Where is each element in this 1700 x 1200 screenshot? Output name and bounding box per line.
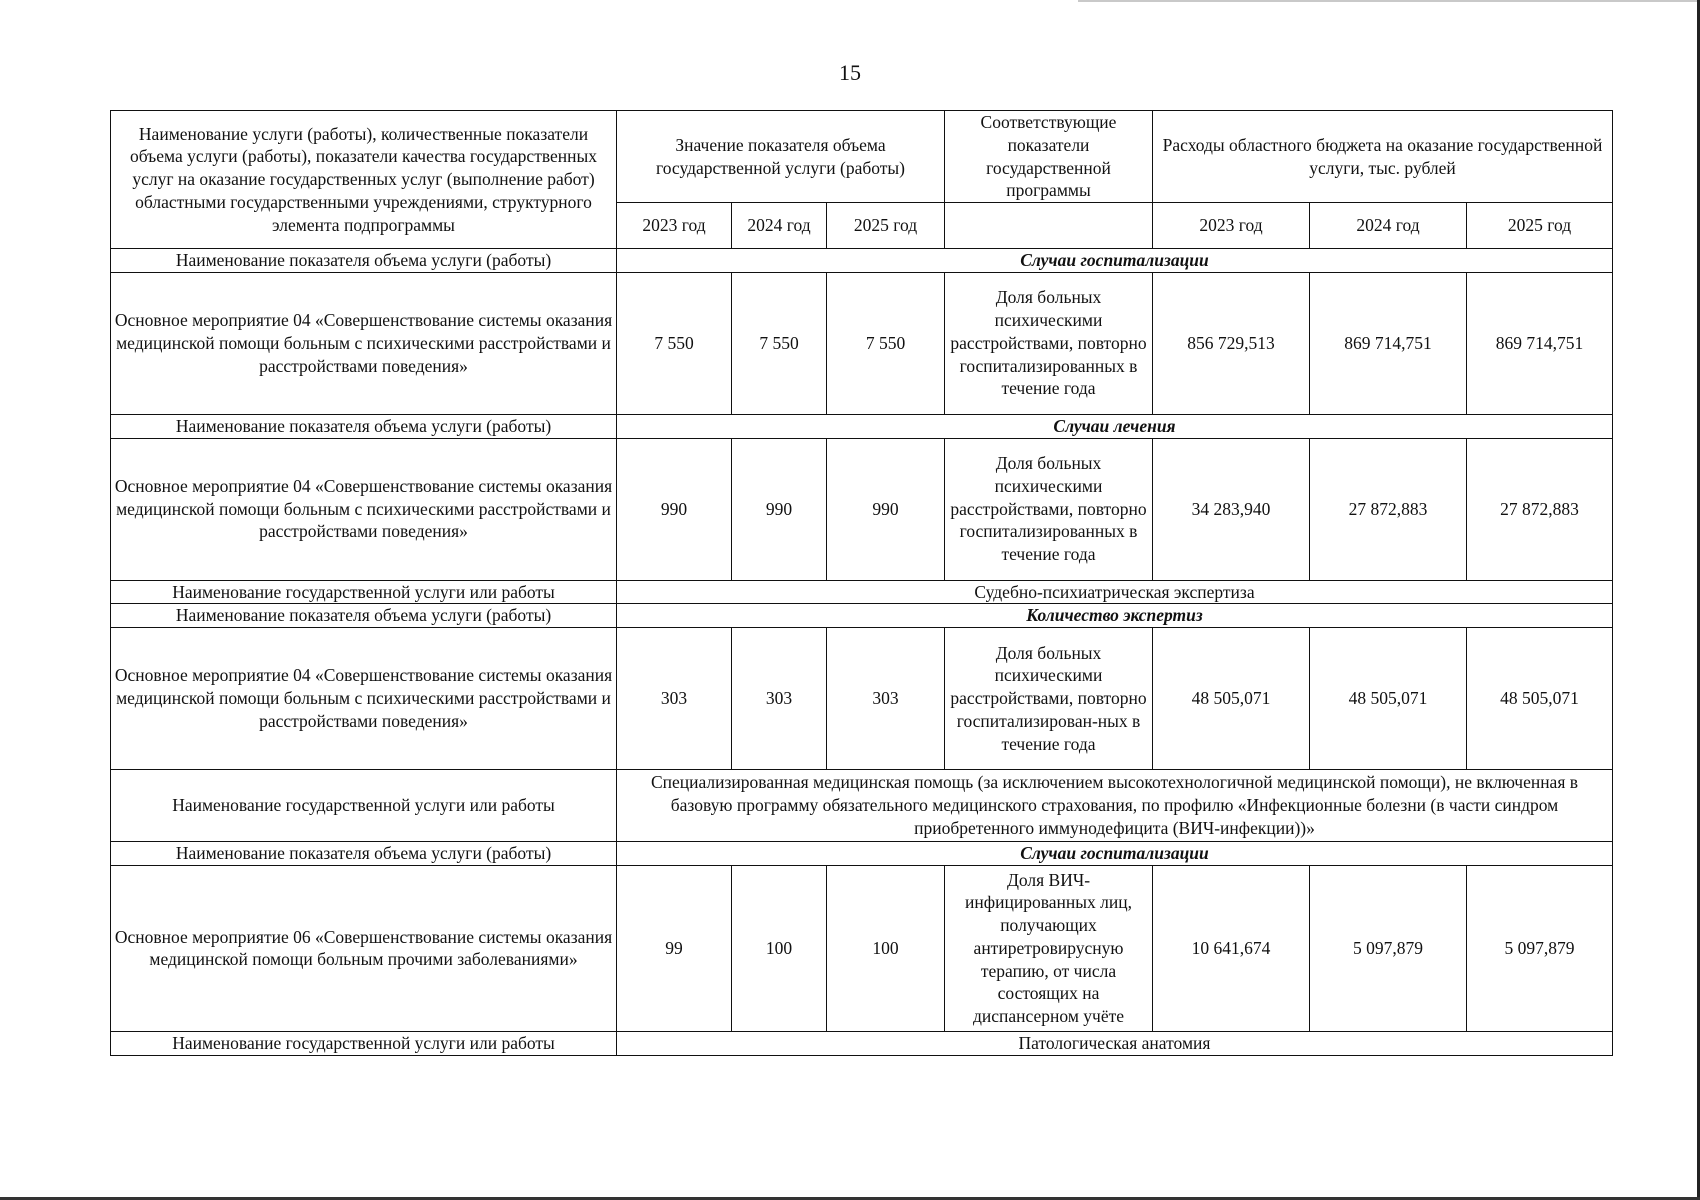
row-label: Наименование государственной услуги или работы	[111, 1031, 617, 1055]
activity-label: Основное мероприятие 06 «Совершенствование системы оказания медицинской помощи больным прочими заболеваниями»	[111, 865, 617, 1031]
volume-2023: 99	[617, 865, 732, 1031]
header-indicators-cell: Соответствующие показатели государственной программы	[945, 111, 1153, 203]
volume-2025: 303	[827, 628, 945, 770]
program-indicator: Доля ВИЧ-инфицированных лиц, получающих антиретровирусную терапию, от числа состоящих на диспансерном учёте	[945, 865, 1153, 1031]
service-name: Судебно-психиатрическая экспертиза	[617, 580, 1613, 604]
activity-row	[111, 865, 1613, 1031]
row-label: Наименование показателя объема услуги (работы)	[111, 604, 617, 628]
scan-edge-top	[1078, 0, 1700, 2]
volume-indicator-row	[111, 249, 1613, 273]
expense-2024: 869 714,751	[1310, 272, 1467, 414]
expense-2023: 48 505,071	[1153, 628, 1310, 770]
expense-2024: 27 872,883	[1310, 438, 1467, 580]
service-name-row	[111, 1031, 1613, 1055]
header-volume-cell: Значение показателя объема государственной услуги (работы)	[617, 111, 945, 203]
service-name-row	[111, 770, 1613, 842]
expense-2025: 27 872,883	[1467, 438, 1613, 580]
volume-2024: 990	[732, 438, 827, 580]
expense-2025: 48 505,071	[1467, 628, 1613, 770]
activity-label: Основное мероприятие 04 «Совершенствование системы оказания медицинской помощи больным с психическими расстройствами и расстройствами поведения»	[111, 438, 617, 580]
volume-indicator-name: Случаи госпитализации	[617, 249, 1613, 273]
volume-2023: 303	[617, 628, 732, 770]
volume-indicator-row	[111, 604, 1613, 628]
header-exp-year-2023: 2023 год	[1153, 203, 1310, 249]
program-indicator: Доля больных психическими расстройствами, повторно госпитализирован-ных в течение года	[945, 628, 1153, 770]
volume-2024: 7 550	[732, 272, 827, 414]
header-name-cell: Наименование услуги (работы), количественные показатели объема услуги (работы), показатели качества государственных услуг на оказание государственных услуг (выполнение работ) областными государственными учреждениями, структурного элемента подпрограммы	[111, 111, 617, 249]
expense-2023: 34 283,940	[1153, 438, 1310, 580]
header-exp-year-2025: 2025 год	[1467, 203, 1613, 249]
volume-2024: 100	[732, 865, 827, 1031]
row-label: Наименование показателя объема услуги (работы)	[111, 414, 617, 438]
expense-2025: 5 097,879	[1467, 865, 1613, 1031]
header-year-2024: 2024 год	[732, 203, 827, 249]
header-expenses-cell: Расходы областного бюджета на оказание государственной услуги, тыс. рублей	[1153, 111, 1613, 203]
volume-2025: 100	[827, 865, 945, 1031]
volume-2023: 990	[617, 438, 732, 580]
expense-2024: 48 505,071	[1310, 628, 1467, 770]
volume-2024: 303	[732, 628, 827, 770]
header-year-2023: 2023 год	[617, 203, 732, 249]
volume-indicator-name: Количество экспертиз	[617, 604, 1613, 628]
expense-2023: 10 641,674	[1153, 865, 1310, 1031]
header-year-2025: 2025 год	[827, 203, 945, 249]
program-indicator: Доля больных психическими расстройствами, повторно госпитализированных в течение года	[945, 272, 1153, 414]
header-exp-year-2024: 2024 год	[1310, 203, 1467, 249]
volume-indicator-name: Случаи лечения	[617, 414, 1613, 438]
row-label: Наименование показателя объема услуги (работы)	[111, 842, 617, 866]
service-name: Специализированная медицинская помощь (за исключением высокотехнологичной медицинской помощи), не включенная в базовую программу обязательного медицинского страхования, по профилю «Инфекционные болезни (в части синдром приобретенного иммунодефицита (ВИЧ-инфекции))»	[617, 770, 1613, 842]
header-indicators-empty	[945, 203, 1153, 249]
expense-2025: 869 714,751	[1467, 272, 1613, 414]
volume-indicator-name: Случаи госпитализации	[617, 842, 1613, 866]
page-number: 15	[839, 60, 861, 85]
header-row-top	[111, 111, 1613, 203]
volume-2025: 7 550	[827, 272, 945, 414]
row-label: Наименование государственной услуги или работы	[111, 580, 617, 604]
service-name-row	[111, 580, 1613, 604]
row-label: Наименование государственной услуги или работы	[111, 770, 617, 842]
services-table	[110, 110, 1613, 1056]
activity-label: Основное мероприятие 04 «Совершенствование системы оказания медицинской помощи больным с психическими расстройствами и расстройствами поведения»	[111, 628, 617, 770]
activity-row	[111, 628, 1613, 770]
volume-indicator-row	[111, 414, 1613, 438]
volume-2025: 990	[827, 438, 945, 580]
expense-2023: 856 729,513	[1153, 272, 1310, 414]
service-name: Патологическая анатомия	[617, 1031, 1613, 1055]
expense-2024: 5 097,879	[1310, 865, 1467, 1031]
row-label: Наименование показателя объема услуги (работы)	[111, 249, 617, 273]
volume-2023: 7 550	[617, 272, 732, 414]
program-indicator: Доля больных психическими расстройствами, повторно госпитализированных в течение года	[945, 438, 1153, 580]
activity-row	[111, 438, 1613, 580]
volume-indicator-row	[111, 842, 1613, 866]
activity-label: Основное мероприятие 04 «Совершенствование системы оказания медицинской помощи больным с психическими расстройствами и расстройствами поведения»	[111, 272, 617, 414]
activity-row	[111, 272, 1613, 414]
